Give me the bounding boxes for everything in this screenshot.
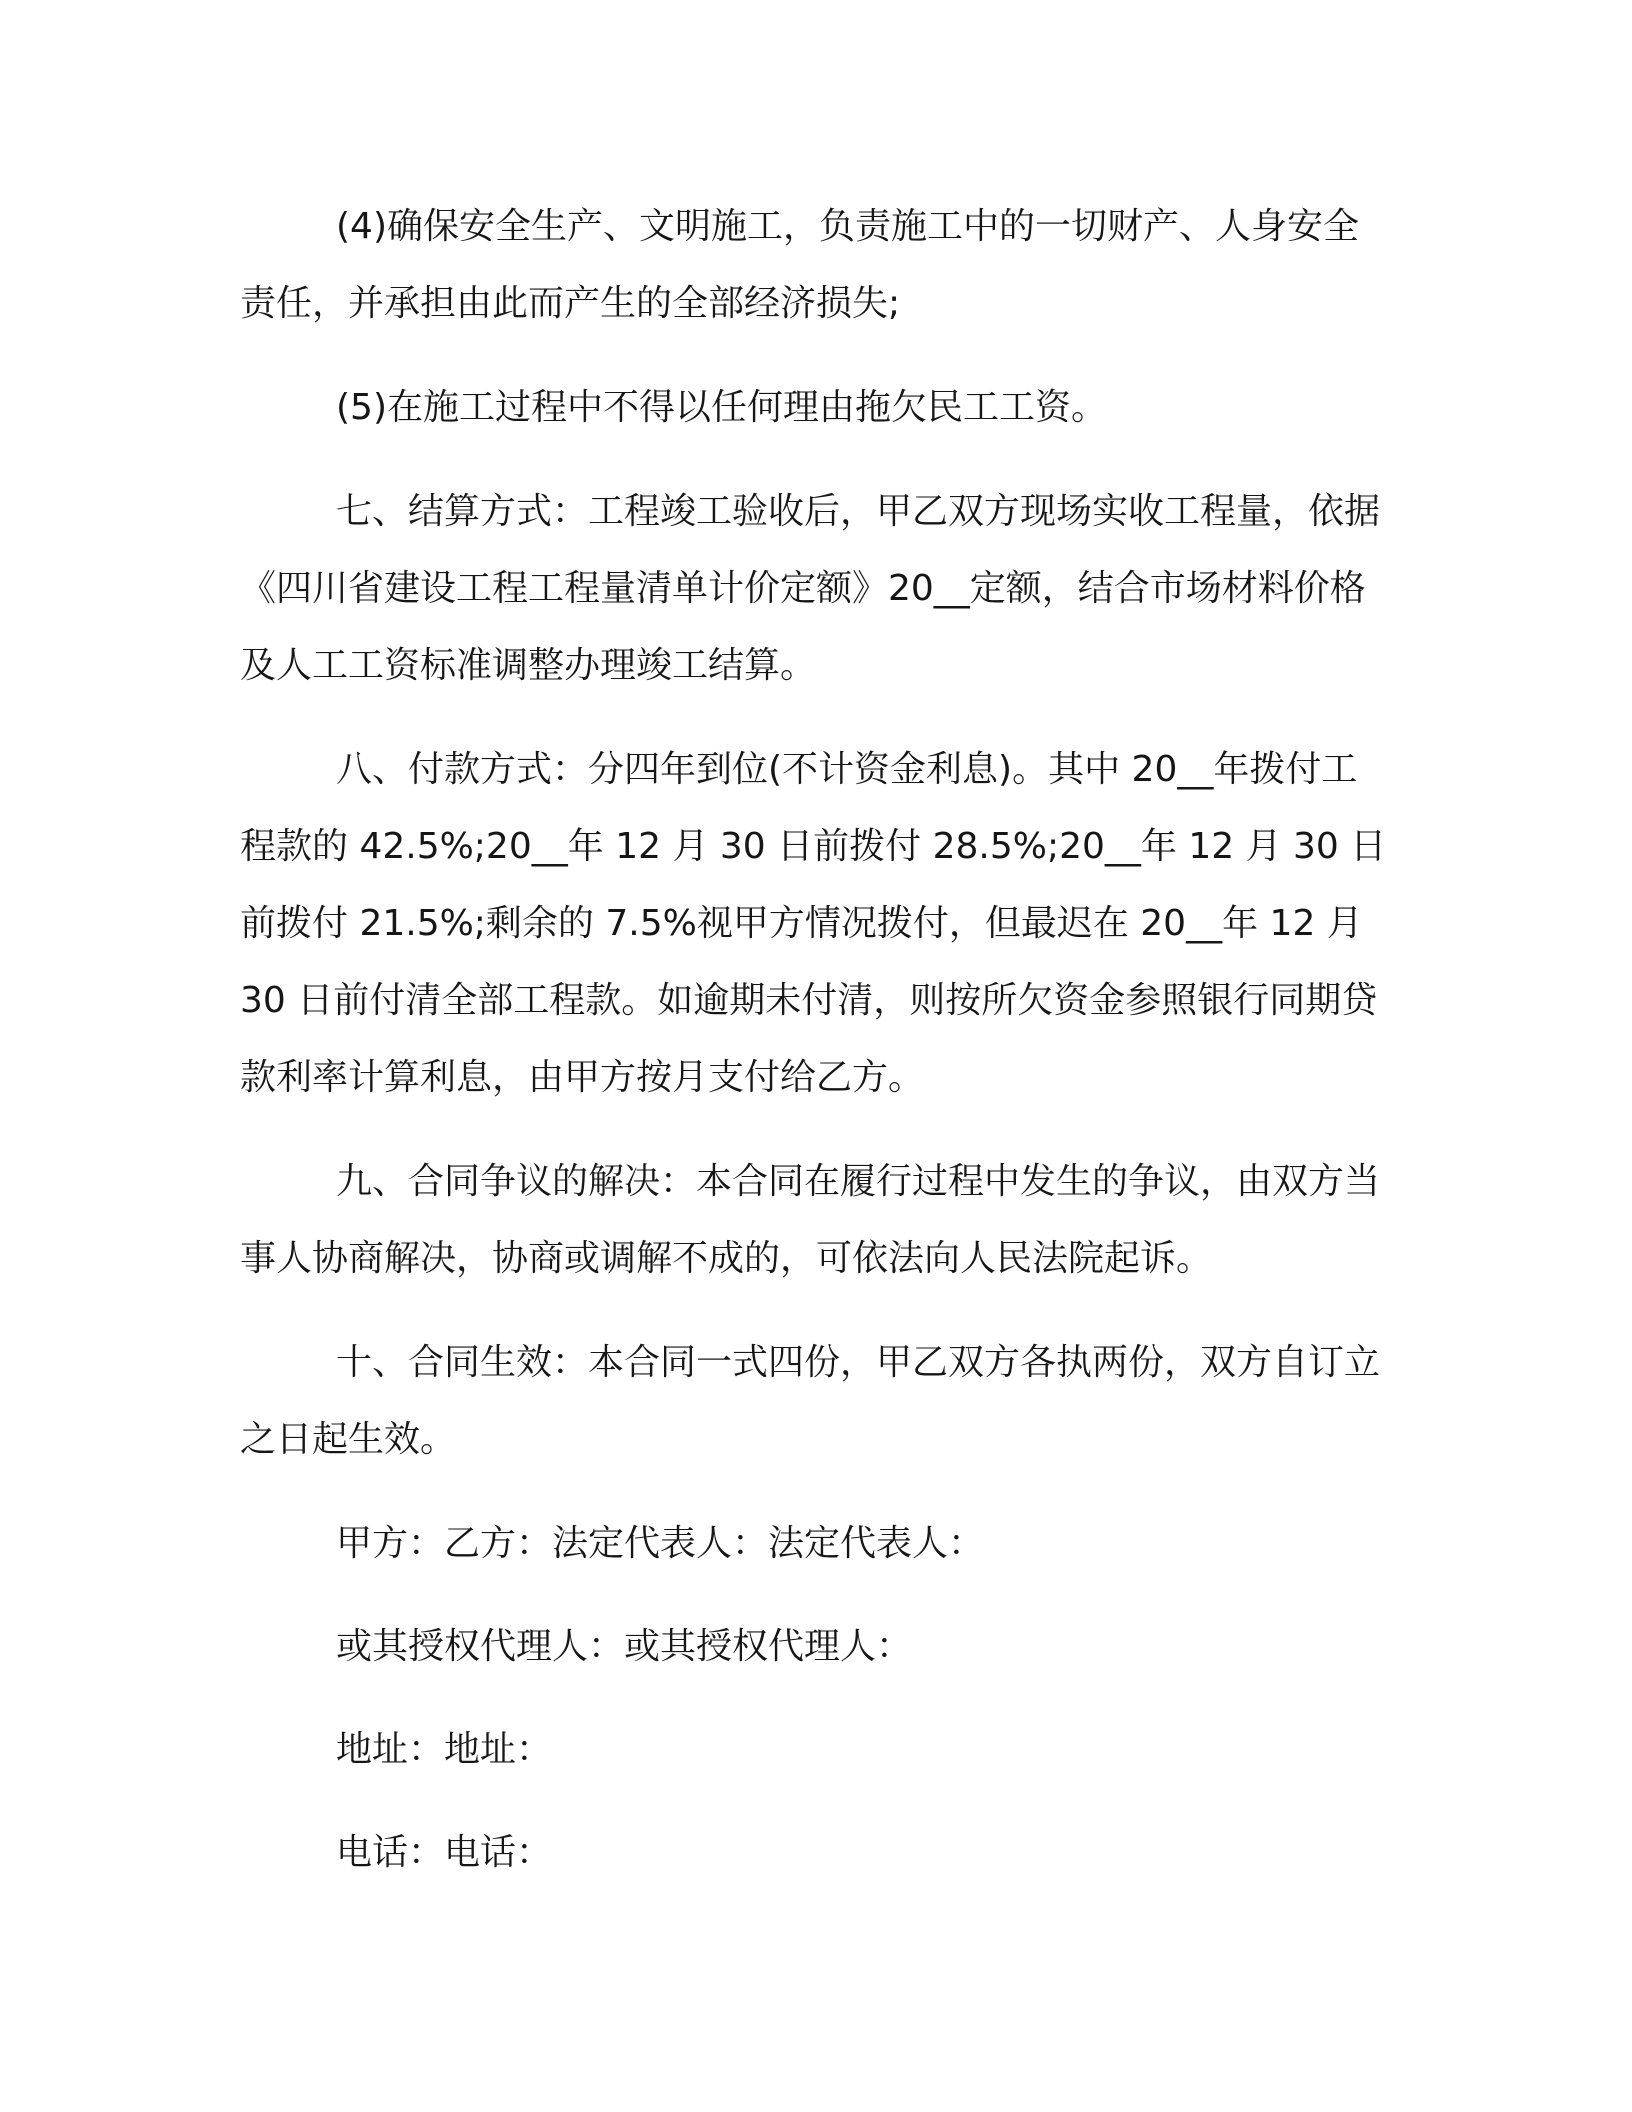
document-body	[240, 188, 1390, 1891]
clause-6-item-4: (4)确保安全生产、文明施工，负责施工中的一切财产、人身安全责任，并承担由此而产生的全部经济损失;	[240, 206, 1359, 324]
clause-9-dispute: 九、合同争议的解决：本合同在履行过程中发生的争议，由双方当事人协商解决，协商或调解不成的，可依法向人民法院起诉。	[240, 1161, 1381, 1279]
signature-agent-line: 或其授权代理人：或其授权代理人：	[336, 1626, 913, 1667]
clause-6-item-5: (5)在施工过程中不得以任何理由拖欠民工工资。	[336, 387, 1107, 428]
clause-10-effect: 十、合同生效：本合同一式四份，甲乙双方各执两份，双方自订立之日起生效。	[240, 1342, 1381, 1460]
signature-address-line: 地址：地址：	[336, 1729, 553, 1770]
clause-7-settlement: 七、结算方式：工程竣工验收后，甲乙双方现场实收工程量，依据《四川省建设工程工程量清单计价定额》20__定额，结合市场材料价格及人工工资标准调整办理竣工结算。	[240, 491, 1381, 686]
signature-phone-line: 电话：电话：	[336, 1832, 553, 1873]
signature-parties-line: 甲方：乙方：法定代表人：法定代表人：	[336, 1523, 985, 1564]
clause-8-payment: 八、付款方式：分四年到位(不计资金利息)。其中 20__年拨付工程款的 42.5%;20__年 12 月 30 日前拨付 28.5%;20__年 12 月 30 日前拨付 21.5%;剩余的 7.5%视甲方情况拨付，但最迟在 20__年 12 月 30 日前付清全部工程款。如逾期未付清，则按所欠资金参照银行同期贷款利率计算利息，由甲方按月支付给乙方。	[240, 749, 1387, 1098]
